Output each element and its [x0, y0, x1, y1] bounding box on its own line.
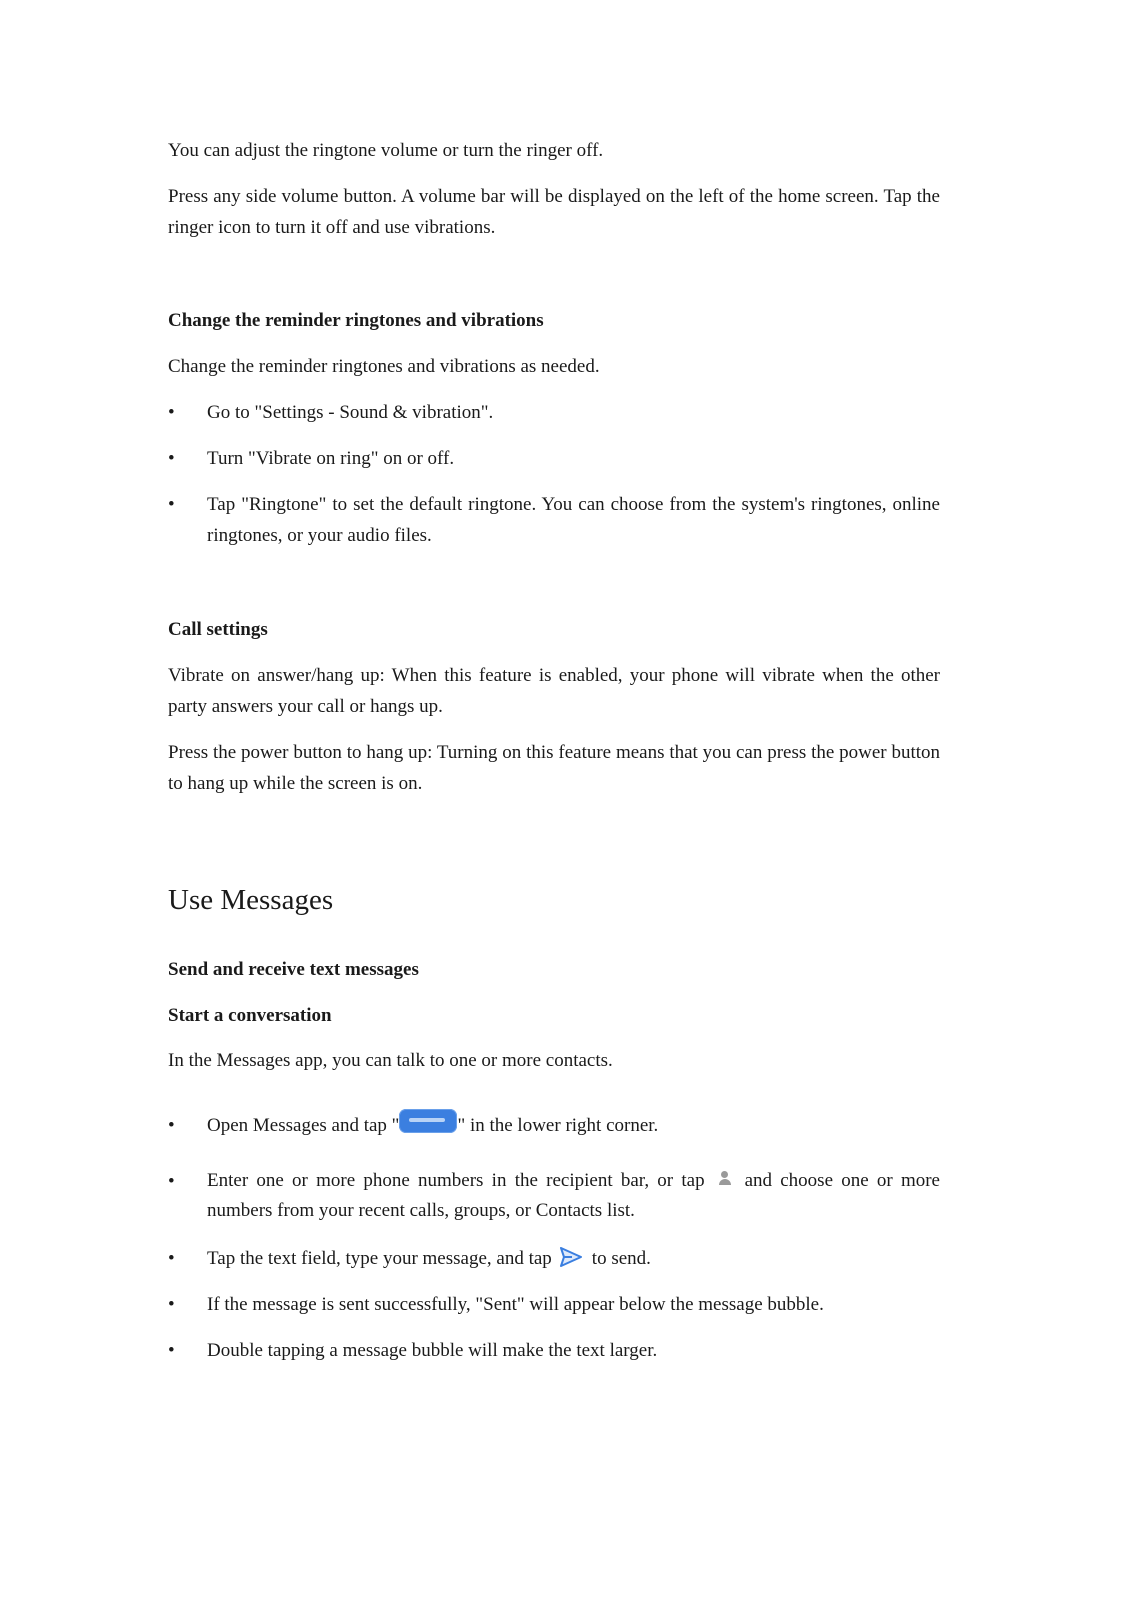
- reminder-intro: Change the reminder ringtones and vibrations as needed.: [168, 356, 600, 377]
- list-item: [168, 1110, 940, 1141]
- list-item-text: Tap "Ringtone" to set the default ringtone. You can choose from the system's ringtones, online ringtones, or your audio files.: [207, 494, 940, 546]
- bullet-marker: •: [168, 448, 175, 469]
- list-item-text: [207, 1243, 940, 1274]
- list-item-text-end: " in the lower right corner.: [457, 1115, 659, 1136]
- bullet-marker: •: [168, 494, 175, 515]
- messages-title: Use Messages: [168, 884, 334, 916]
- list-item-text: If the message is sent successfully, "Sent" will appear below the message bubble.: [207, 1294, 824, 1315]
- list-item: [168, 1243, 940, 1274]
- list-item: [168, 443, 940, 474]
- list-item-text: Turn "Vibrate on ring" on or off.: [207, 448, 455, 469]
- contact-icon: [717, 1170, 733, 1186]
- new-chat-icon: [399, 1109, 457, 1133]
- list-item-text-start: Enter one or more phone numbers in the recipient bar, or tap: [207, 1170, 705, 1191]
- messages-intro: In the Messages app, you can talk to one or more contacts.: [168, 1050, 613, 1071]
- list-item-text-start: Open Messages and tap ": [207, 1115, 400, 1136]
- list-item: [168, 1166, 940, 1226]
- send-receive-heading: Send and receive text messages: [168, 959, 419, 980]
- list-item: [168, 1289, 940, 1320]
- call-paragraph-1: Vibrate on answer/hang up: When this feature is enabled, your phone will vibrate when the other party answers your call or hangs up.: [168, 665, 940, 717]
- bullet-marker: •: [168, 402, 175, 423]
- list-item-text: Go to "Settings - Sound & vibration".: [207, 402, 494, 423]
- list-item-text: [207, 1110, 940, 1141]
- call-settings-heading: Call settings: [168, 619, 268, 640]
- intro-paragraph-1: You can adjust the ringtone volume or turn the ringer off.: [168, 140, 604, 161]
- start-conversation-heading: Start a conversation: [168, 1005, 332, 1026]
- send-icon: [560, 1246, 582, 1266]
- bullet-marker: •: [168, 1248, 175, 1269]
- list-item-text-end: and choose one or more numbers from your recent calls, groups, or Contacts list.: [207, 1170, 940, 1221]
- intro-paragraph-2: Press any side volume button. A volume bar will be displayed on the left of the home screen. Tap the ringer icon to turn it off and use vibrations.: [168, 186, 940, 238]
- list-item-text-end: to send.: [591, 1248, 651, 1269]
- bullet-marker: •: [168, 1294, 175, 1315]
- call-paragraph-2: Press the power button to hang up: Turning on this feature means that you can press the power button to hang up while the screen is on.: [168, 742, 940, 794]
- bullet-marker: •: [168, 1115, 175, 1136]
- list-item-text: Double tapping a message bubble will make the text larger.: [207, 1340, 658, 1361]
- list-item: [168, 397, 940, 428]
- list-item: [168, 489, 940, 551]
- bullet-marker: •: [168, 1171, 175, 1192]
- bullet-marker: •: [168, 1340, 175, 1361]
- list-item: [168, 1335, 940, 1366]
- list-item-text: [207, 1166, 940, 1226]
- reminder-heading: Change the reminder ringtones and vibrations: [168, 310, 544, 331]
- list-item-text-start: Tap the text field, type your message, and tap: [207, 1248, 552, 1269]
